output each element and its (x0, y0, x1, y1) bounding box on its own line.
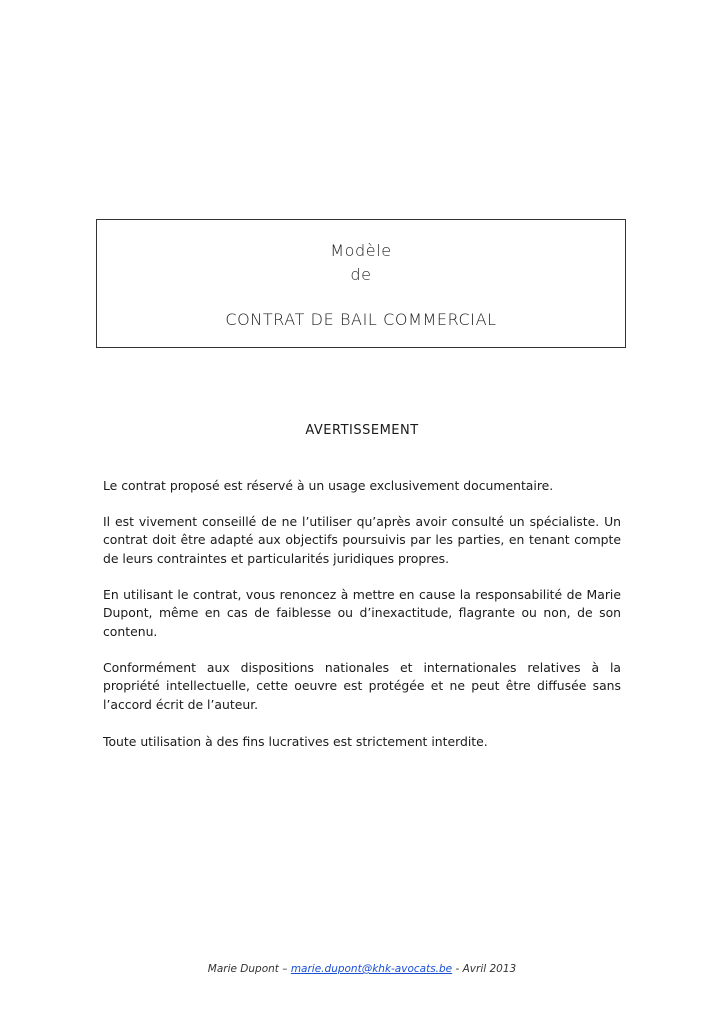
footer-author: Marie Dupont – (207, 963, 291, 975)
title-line-de: de (350, 265, 372, 284)
footer-date: - Avril 2013 (452, 963, 517, 975)
footer-email-link[interactable]: marie.dupont@khk-avocats.be (290, 963, 453, 975)
paragraph-liability-waiver: En utilisant le contrat, vous renoncez à mettre en cause la responsabilité de Marie Dupont, même en cas de faiblesse ou d’inexactitude, flagrante ou non, de son contenu. (103, 587, 621, 639)
page-footer (0, 963, 724, 975)
paragraph-consult-specialist: Il est vivement conseillé de ne l’utiliser qu’après avoir consulté un spécialiste. Un contrat doit être adapté aux objectifs poursuivis par les parties, en tenant compte de leurs contraintes et particularités juridiques propres. (103, 514, 621, 566)
document-title: CONTRAT DE BAIL COMMERCIAL (225, 310, 497, 329)
title-box (96, 219, 626, 348)
warning-heading: AVERTISSEMENT (305, 423, 419, 438)
paragraph-commercial-use-ban: Toute utilisation à des fins lucratives est strictement interdite. (103, 734, 488, 749)
title-line-model: Modèle (330, 241, 392, 260)
paragraph-documentary-use: Le contrat proposé est réservé à un usage exclusivement documentaire. (103, 478, 554, 493)
paragraph-intellectual-property: Conformément aux dispositions nationales et internationales relatives à la propriété intellectuelle, cette oeuvre est protégée et ne peut être diffusée sans l’accord écrit de l’auteur. (103, 660, 621, 712)
